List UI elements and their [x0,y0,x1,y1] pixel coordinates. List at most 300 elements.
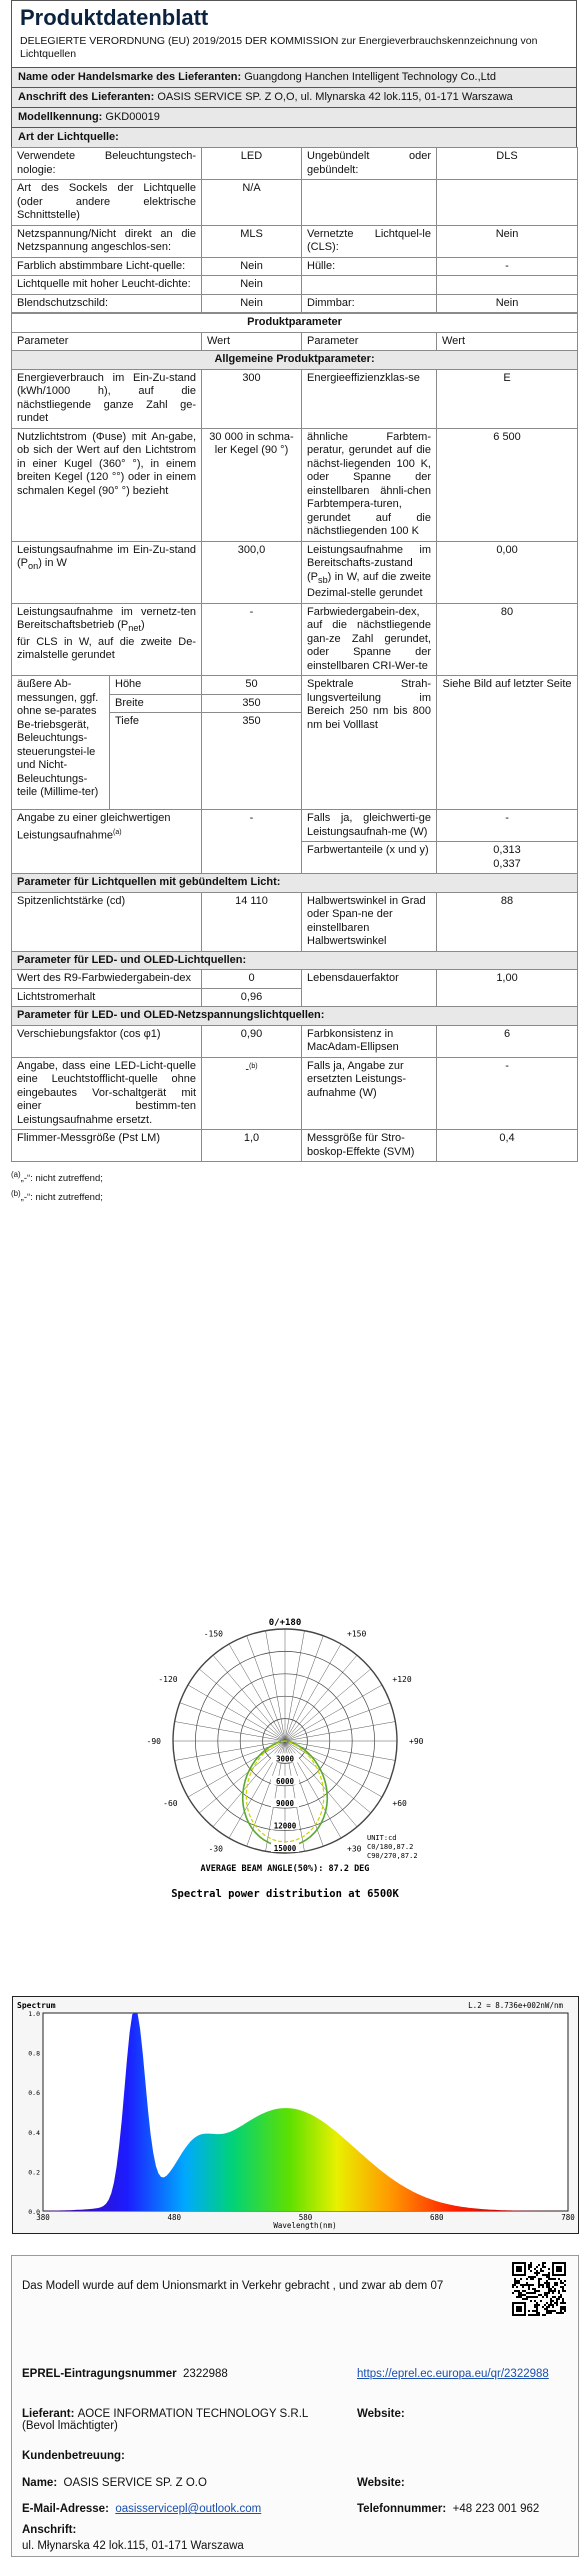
qr-module [512,2292,514,2294]
qr-module [522,2298,524,2300]
qr-module [552,2310,554,2312]
qr-module [516,2306,522,2312]
type-cell-p1: Art des Sockels der Lichtquelle (oder andere elektrische Schnittstelle) [12,180,202,226]
footnote-b [11,1186,577,1205]
qr-module [564,2310,566,2312]
type-cell-p2: Hülle: [302,257,437,276]
type-cell-v1: N/A [202,180,302,226]
qr-module [548,2276,550,2278]
qr-module [542,2266,544,2268]
qr-module [520,2294,522,2296]
spectrum-y-tick: 0.2 [28,2168,40,2177]
qr-module [542,2262,544,2264]
market-date-text: Das Modell wurde auf dem Unionsmarkt in Verkehr gebracht , und zwar ab dem 07 [22,2280,444,2292]
qr-module [554,2288,556,2290]
qr-module [530,2278,532,2280]
polar-angle-label: +120 [392,1675,412,1684]
qr-module [528,2288,530,2290]
footnotes [11,1167,577,1205]
qr-module [534,2310,536,2312]
qr-module [546,2310,548,2312]
qr-module [514,2290,516,2292]
type-cell-v1: Nein [202,257,302,276]
qr-module [542,2274,544,2276]
standby-power-label [302,541,437,603]
qr-module [514,2284,516,2286]
useful-flux-label: Nutzlichtstrom (Φuse) mit An-gabe, ob sich der Wert auf den Lichtstrom in einer Kugel (360° °), in einem breiten Kegel (120 °°) oder in einem schmalen Kegel (90° °) bezieht [12,428,202,541]
qr-module [546,2308,548,2310]
qr-module [540,2278,542,2280]
qr-module [544,2292,546,2294]
qr-module [550,2302,552,2304]
qr-module [534,2272,536,2274]
type-cell-v2: DLS [437,148,578,180]
qr-module [564,2302,566,2304]
qr-module [564,2290,566,2292]
qr-module [548,2282,550,2284]
eprel-reg-row [22,2368,228,2380]
standby-power-text: Leistungsaufnahme im Bereitschafts-zustand (P [307,543,431,583]
qr-module [552,2290,554,2292]
qr-module [540,2270,542,2272]
model-id-label: Modellkennung: [18,111,103,123]
qr-module [536,2266,538,2268]
width-label: Breite [110,694,202,713]
qr-module [538,2314,540,2316]
qr-code-icon[interactable] [512,2262,566,2316]
qr-module [558,2312,560,2314]
spectrum-x-tick: 780 [561,2213,575,2222]
spectral-distribution-value: Siehe Bild auf letzter Seite [437,676,578,810]
qr-module [526,2296,528,2298]
equivalent-power-yes-value: - [437,810,578,842]
beam-angle-label: Halbwertswinkel in Grad oder Span-ne der einstellbaren Halbwertswinkel [302,892,437,951]
qr-module [538,2304,540,2306]
qr-module [518,2290,520,2292]
qr-module [552,2296,554,2298]
polar-angle-label: -60 [163,1799,178,1808]
supplier-address-row [11,87,577,107]
type-row [12,294,578,313]
qr-module [530,2270,532,2272]
survival-factor-value: 1,00 [437,970,578,1007]
product-data-sheet [11,0,577,1206]
supplier-name-value: Guangdong Hanchen Intelligent Technology Co.,Ltd [244,71,496,83]
qr-module [554,2284,556,2286]
eprel-reg-value: 2322988 [183,2368,228,2380]
standby-power-value: 0,00 [437,541,578,603]
qr-module [556,2266,562,2272]
qr-module [548,2278,550,2280]
qr-module [556,2312,558,2314]
qr-module [536,2312,538,2314]
qr-module [552,2300,554,2302]
qr-module [556,2284,558,2286]
qr-module [536,2274,538,2276]
qr-module [558,2298,560,2300]
col-header-parameter-2: Parameter [302,332,437,351]
qr-module [560,2308,562,2310]
eprel-url-link[interactable]: https://eprel.ec.europa.eu/qr/2322988 [357,2368,549,2380]
qr-module [548,2290,550,2292]
footnote-a-text: „-“: nicht zutreffend; [20,1173,103,1185]
qr-module [560,2306,562,2308]
qr-module [516,2290,518,2292]
efficiency-class-value: E [437,369,578,428]
qr-module [556,2302,558,2304]
qr-module [544,2266,546,2268]
qr-module [536,2304,538,2306]
light-source-type-heading [11,127,577,147]
networked-standby-value: - [202,603,302,676]
supplier-row [22,2408,342,2432]
qr-module [516,2266,522,2272]
address-label: Anschrift: [22,2524,77,2536]
customer-service-label: Kundenbetreuung: [22,2450,125,2462]
type-row [12,276,578,295]
parameters-heading: Produktparameter [12,314,578,333]
qr-module [546,2296,548,2298]
model-id-value: GKD00019 [105,111,160,123]
color-consistency-label: Farbkonsistenz in MacAdam-Ellipsen [302,1025,437,1057]
qr-module [532,2296,534,2298]
polar-legend-unit: UNIT:cd [367,1834,397,1842]
qr-module [534,2314,536,2316]
polar-top-label: 0/+180 [268,1618,302,1628]
networked-standby-label [12,603,202,676]
qr-module [538,2282,540,2284]
type-cell-v2: Nein [437,294,578,313]
qr-module [526,2278,528,2280]
qr-module [552,2304,554,2306]
service-website-label: Website: [357,2477,405,2489]
qr-module [554,2282,556,2284]
qr-module [528,2264,530,2266]
type-row [12,180,578,226]
replaced-power-value: - [437,1057,578,1130]
type-cell-p2 [302,276,437,295]
qr-module [534,2276,536,2278]
polar-legend-c0: C0/180,87.2 [367,1843,414,1851]
cri-value: 80 [437,603,578,676]
qr-module [534,2296,536,2298]
qr-module [518,2282,520,2284]
qr-module [512,2286,514,2288]
qr-module [538,2294,540,2296]
qr-module [532,2284,534,2286]
qr-module [562,2288,564,2290]
qr-module [558,2292,560,2294]
spectrum-x-tick: 580 [298,2213,313,2222]
qr-module [562,2308,564,2310]
type-cell-v1: Nein [202,276,302,295]
qr-module [538,2278,540,2280]
qr-module [544,2314,546,2316]
qr-module [556,2298,558,2300]
qr-module [556,2282,558,2284]
qr-module [514,2282,516,2284]
qr-module [536,2306,538,2308]
type-cell-p2 [302,180,437,226]
qr-module [552,2292,554,2294]
qr-module [528,2292,530,2294]
spectrum-y-tick: 0.4 [28,2128,40,2137]
qr-module [564,2308,566,2310]
standby-power-end: ) in W, auf die zweite Dezimal-stelle gerundet [307,570,431,600]
qr-module [524,2298,526,2300]
qr-module [528,2276,530,2278]
qr-module [528,2286,530,2288]
type-cell-p1: Verwendete Beleuchtungstech-nologie: [12,148,202,180]
type-cell-v1: LED [202,148,302,180]
qr-module [562,2290,564,2292]
email-link[interactable]: oasisservicepl@outlook.com [115,2503,262,2515]
qr-module [554,2310,556,2312]
qr-module [564,2306,566,2308]
qr-module [532,2292,534,2294]
qr-module [536,2310,538,2312]
networked-standby-cont: für CLS in W, auf die zweite De-zimalstelle gerundet [17,635,196,662]
type-row [12,257,578,276]
phone-label: Telefonnummer: [357,2503,447,2515]
qr-module [544,2308,546,2310]
qr-module [542,2264,544,2266]
qr-module [536,2296,538,2298]
spectrum-y-tick: 0.6 [28,2089,40,2098]
qr-module [550,2290,552,2292]
directional-heading: Parameter für Lichtquellen mit gebündeltem Licht: [12,874,578,893]
footnote-b-mark: (b) [11,1189,21,1199]
qr-module [532,2288,534,2290]
height-value: 50 [202,676,302,695]
qr-module [558,2278,560,2280]
qr-module [564,2280,566,2282]
qr-module [536,2270,538,2272]
peak-intensity-value: 14 110 [202,892,302,951]
qr-module [512,2284,514,2286]
qr-module [552,2306,554,2308]
chromaticity-y: 0,337 [493,857,521,870]
qr-module [542,2314,544,2316]
qr-module [532,2278,534,2280]
qr-module [560,2282,562,2284]
qr-module [550,2304,552,2306]
model-id-row [11,107,577,127]
qr-module [562,2306,564,2308]
supplier-name-row [11,67,577,87]
qr-module [548,2312,550,2314]
qr-module [530,2264,532,2266]
qr-module [538,2284,540,2286]
qr-module [546,2284,548,2286]
fluorescent-claim-dash: - [245,1063,250,1076]
qr-module [516,2280,518,2282]
qr-module [554,2278,556,2280]
qr-module [522,2284,524,2286]
polar-angle-label: -120 [158,1675,178,1684]
spectrum-x-tick: 680 [429,2213,444,2222]
qr-module [558,2296,560,2298]
qr-module [562,2286,564,2288]
equivalent-power-label [12,810,202,874]
width-value: 350 [202,694,302,713]
qr-module [546,2302,548,2304]
qr-module [532,2314,534,2316]
supplier-label: Lieferant: [22,2408,75,2420]
qr-module [528,2310,530,2312]
qr-module [550,2298,552,2300]
stroboscopic-value: 0,4 [437,1130,578,1162]
chromaticity-values [437,842,578,874]
chromaticity-label: Farbwertanteile (x und y) [302,842,437,874]
qr-module [544,2282,546,2284]
networked-standby-end: ) [141,619,145,632]
type-cell-p2: Ungebündelt oder gebündelt: [302,148,437,180]
qr-module [540,2294,542,2296]
phone-row [357,2503,539,2515]
qr-module [560,2294,562,2296]
spectrum-readout: L.2 = 8.736e+002nW/nm [468,2001,563,2010]
on-mode-power-sub: on [28,561,39,572]
product-parameters-table [11,313,578,1162]
qr-module [534,2288,536,2290]
qr-module [542,2270,544,2272]
spectrum-xlabel: Wavelength(nm) [273,2221,337,2230]
qr-module [558,2290,560,2292]
qr-module [564,2284,566,2286]
polar-radial-label: 15000 [273,1844,297,1853]
page-title: Produktdatenblatt [20,5,209,30]
qr-module [550,2300,552,2302]
qr-module [544,2274,546,2276]
qr-module [524,2294,526,2296]
qr-module [562,2300,564,2302]
polar-right-angles [347,1630,424,1854]
depth-label: Tiefe [110,713,202,810]
qr-module [548,2288,550,2290]
flicker-value: 1,0 [202,1130,302,1162]
qr-module [546,2292,548,2294]
col-header-value: Wert [202,332,302,351]
fluorescent-claim-label: Angabe, dass eine LED-Licht-quelle eine Leuchtstofflicht-quelle ohne eingebautes Vor-schaltgerät mit einer bestimm-ten Leistungsaufnahme ersetzt. [12,1057,202,1130]
type-cell-p1: Netzspannung/Nicht direkt an die Netzspannung angeschlos-sen: [12,225,202,257]
supplier-address-value: OASIS SERVICE SP. Z O,O, ul. Mlynarska 42 lok.115, 01-171 Warszawa [157,91,513,103]
qr-module [514,2278,516,2280]
qr-module [532,2276,534,2278]
qr-module [530,2266,532,2268]
qr-module [530,2300,532,2302]
qr-module [540,2268,542,2270]
r9-value: 0 [202,970,302,989]
qr-module [546,2276,548,2278]
lumen-maintenance-label: Lichtstromerhalt [12,988,202,1007]
spectrum-heading: Spectral power distribution at 6500K [171,1888,399,1900]
qr-module [536,2314,538,2316]
qr-module [550,2310,552,2312]
polar-angle-label: -90 [146,1737,161,1746]
qr-module [530,2276,532,2278]
power-factor-label: Verschiebungsfaktor (cos φ1) [12,1025,202,1057]
spectrum-y-ticks [28,2010,40,2216]
qr-module [530,2314,532,2316]
polar-angle-label: +30 [347,1844,362,1854]
replaced-power-label: Falls ja, Angabe zur ersetzten Leistungs-aufnahme (W) [302,1057,437,1130]
color-temperature-value: 6 500 [437,428,578,541]
height-label: Höhe [110,676,202,695]
qr-module [528,2296,530,2298]
qr-module [544,2262,546,2264]
polar-radial-label: 9000 [275,1799,295,1809]
type-cell-p1: Lichtquelle mit hoher Leucht-dichte: [12,276,202,295]
supplier-address-label: Anschrift des Lieferanten: [18,91,155,103]
type-cell-v1: Nein [202,294,302,313]
qr-module [560,2302,562,2304]
service-name-row [22,2477,207,2489]
spectral-distribution-label: Spektrale Strah-lungsverteilung im Bereich 250 nm bis 800 nm bei Volllast [302,676,437,810]
chromaticity-x: 0,313 [493,844,521,857]
qr-module [534,2300,536,2302]
qr-module [550,2288,552,2290]
networked-standby-sub: net [128,623,142,634]
standby-power-sub: sb [318,574,328,585]
polar-angle-label: +150 [347,1629,367,1639]
type-cell-p1: Farblich abstimmbare Licht-quelle: [12,257,202,276]
qr-module [548,2274,550,2276]
qr-module [560,2280,562,2282]
qr-module [542,2286,544,2288]
qr-module [532,2310,534,2312]
spectrum-ylabel: Spectrum [17,2001,56,2010]
depth-value: 350 [202,713,302,810]
spectrum-x-tick: 380 [36,2213,50,2222]
beam-angle-value: 88 [437,892,578,951]
efficiency-class-label: Energieeffizienzklas-se [302,369,437,428]
qr-module [556,2304,558,2306]
qr-module [546,2312,548,2314]
qr-module [536,2308,538,2310]
qr-module [546,2274,548,2276]
qr-module [516,2296,518,2298]
color-consistency-value: 6 [437,1025,578,1057]
equivalent-power-text: Angabe zu einer gleichwertigen Leistungsaufnahme [17,812,171,842]
qr-module [554,2296,556,2298]
website-label: Website: [357,2408,405,2420]
energy-consumption-value: 300 [202,369,302,428]
qr-module [536,2290,538,2292]
qr-module [518,2296,520,2298]
type-cell-p2: Vernetzte Lichtquel-le (CLS): [302,225,437,257]
qr-module [536,2272,538,2274]
col-header-value-2: Wert [437,332,578,351]
spectrum-y-tick: 0.8 [28,2049,40,2058]
stroboscopic-label: Messgröße für Stro-boskop-Effekte (SVM) [302,1130,437,1162]
on-mode-power-value: 300,0 [202,541,302,603]
qr-module [534,2290,536,2292]
email-row [22,2503,261,2515]
qr-module [550,2312,552,2314]
polar-angle-label: -30 [208,1844,223,1854]
polar-radial-label: 6000 [275,1776,295,1786]
type-cell-v2 [437,180,578,226]
header [11,0,577,67]
footnote-a-mark: (a) [11,1170,21,1180]
polar-angle-label: +60 [392,1799,407,1808]
qr-module [528,2284,530,2286]
qr-module [540,2284,542,2286]
eprel-card [11,2255,579,2557]
qr-module [520,2296,522,2298]
energy-consumption-label: Energieverbrauch im Ein-Zu-stand (kWh/1000 h), auf die nächstliegende ganze Zahl ge-rundet [12,369,202,428]
